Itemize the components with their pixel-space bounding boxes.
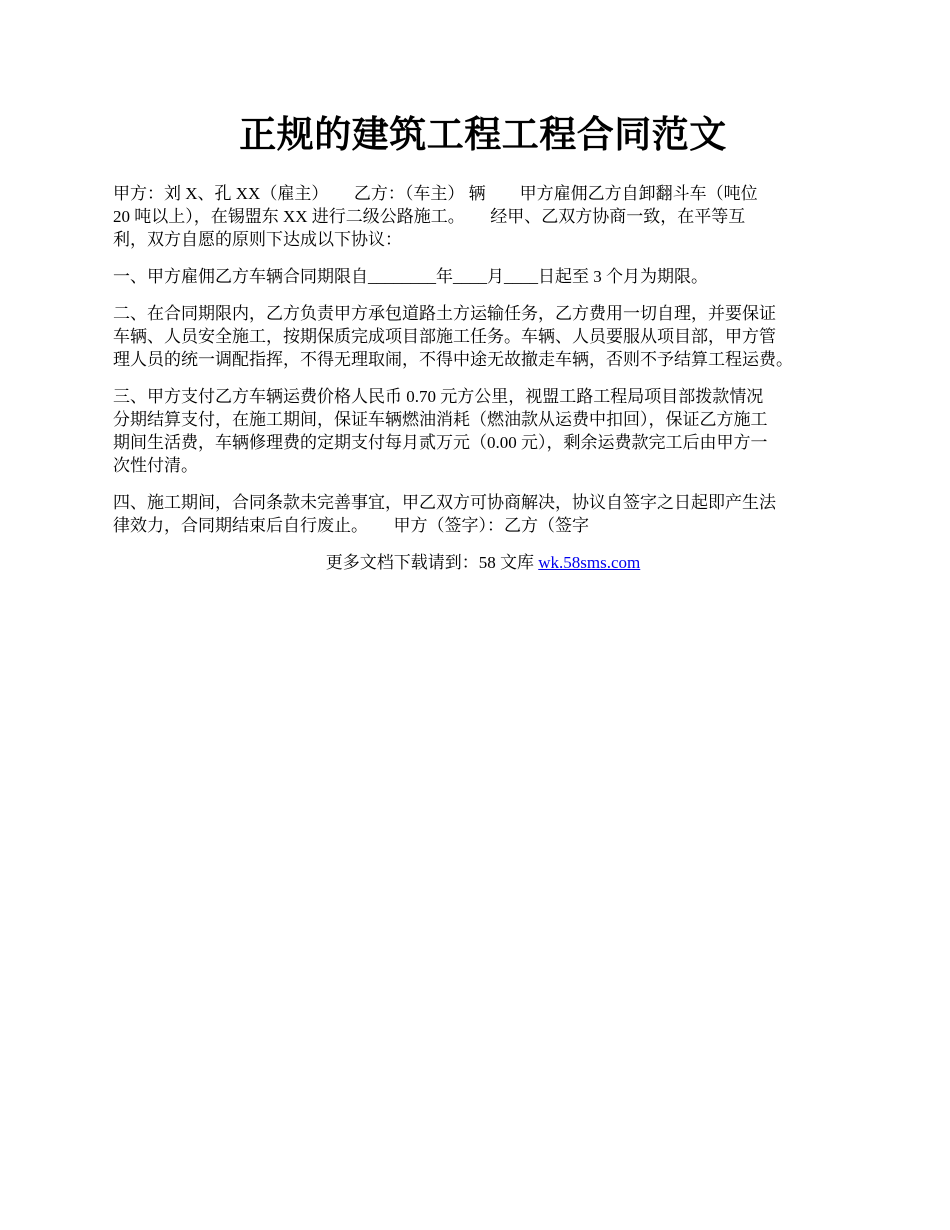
document-page xyxy=(113,112,853,574)
paragraph-line: 期间生活费，车辆修理费的定期支付每月贰万元（0.00 元），剩余运费款完工后由甲方一 xyxy=(113,433,768,452)
document-title: 正规的建筑工程工程合同范文 xyxy=(239,115,727,156)
paragraph-line: 理人员的统一调配指挥，不得无理取闹，不得中途无故撤走车辆，否则不予结算工程运费。 xyxy=(113,350,793,369)
download-footer xyxy=(113,551,853,574)
paragraph-line: 次性付清。 xyxy=(113,456,198,475)
clause-one xyxy=(113,265,853,288)
paragraph-parties xyxy=(113,182,853,251)
paragraph-line: 20 吨以上），在锡盟东 XX 进行二级公路施工。 经甲、乙双方协商一致，在平等互 xyxy=(113,207,746,226)
clause-three xyxy=(113,385,853,477)
clause-two xyxy=(113,302,853,371)
footer-text: 更多文档下载请到：58 文库 xyxy=(325,553,539,572)
paragraph-line: 利，双方自愿的原则下达成以下协议： xyxy=(113,230,402,249)
paragraph-line: 车辆、人员安全施工，按期保质完成项目部施工任务。车辆、人员要服从项目部，甲方管 xyxy=(113,327,776,346)
paragraph-line: 三、甲方支付乙方车辆运费价格人民币 0.70 元方公里，视盟工路工程局项目部拨款情况 xyxy=(113,387,764,406)
paragraph-line: 分期结算支付，在施工期间，保证车辆燃油消耗（燃油款从运费中扣回），保证乙方施工 xyxy=(113,410,768,429)
paragraph-line: 一、甲方雇佣乙方车辆合同期限自________年____月____日起至 3 个月为期限。 xyxy=(113,267,708,286)
paragraph-line: 律效力，合同期结束后自行废止。 甲方（签字）：乙方（签字 xyxy=(113,516,589,535)
paragraph-line: 甲方：刘 X、孔 XX（雇主） 乙方：（车主） 辆 甲方雇佣乙方自卸翻斗车（吨位 xyxy=(113,184,758,203)
paragraph-line: 二、在合同期限内，乙方负责甲方承包道路土方运输任务，乙方费用一切自理，并要保证 xyxy=(113,304,776,323)
footer-link[interactable]: wk.58sms.com xyxy=(538,553,641,572)
clause-four xyxy=(113,491,853,537)
paragraph-line: 四、施工期间，合同条款未完善事宜，甲乙双方可协商解决，协议自签字之日起即产生法 xyxy=(113,493,776,512)
